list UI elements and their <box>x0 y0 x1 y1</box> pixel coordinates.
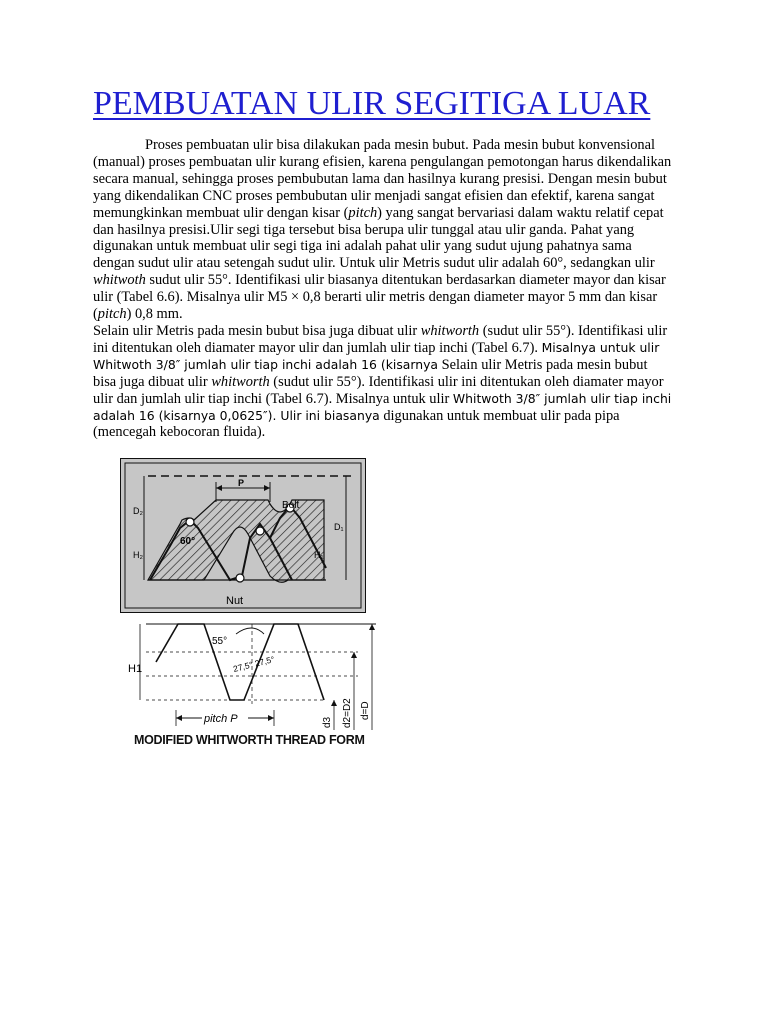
figure-caption: MODIFIED WHITWORTH THREAD FORM <box>134 733 365 747</box>
d3-label: d3 <box>322 716 333 728</box>
h1-label: H₁ <box>314 550 324 560</box>
metric-thread-figure <box>120 458 366 620</box>
metric-thread-diagram <box>120 458 366 613</box>
paragraph-intro: Proses pembuatan ulir bisa dilakukan pada mesin bubut. Pada mesin bubut konvensional (manual) proses pembuatan ulir kurang efisien, karena pengulangan pemotongan harus dikendalikan secara manual, sehingga proses pembubutan lama dan hasilnya kurang presisi. Dengan mesin bubut yang dikendalikan CNC proses pembubutan ulir menjadi sangat efisien dan efektif, karena sangat memungkinkan membuat ulir dengan kisar (pitch) yang sangat bervariasi dalam waktu relatif cepat dan hasilnya presisi.Ulir segi tiga tersebut bisa berupa ulir tunggal atau ulir ganda. Pahat yang digunakan untuk membuat ulir segi tiga ini adalah pahat ulir yang sudut ujung pahatnya sama dengan sudut ulir atau setengah sudut ulir. Untuk ulir Metris sudut ulir adalah 60°, sedangkan ulir whitwoth sudut ulir 55°. Identifikasi ulir biasanya ditentukan berdasarkan diameter mayor dan kisar ulir (Tabel 6.6). Misalnya ulir M5 × 0,8 berarti ulir metris dengan diameter mayor 5 mm dan kisar (pitch) 0,8 mm. <box>93 137 672 323</box>
whitworth-thread-diagram <box>126 614 388 734</box>
d1-label: D₁ <box>334 522 344 532</box>
pitch-label: P <box>238 478 245 488</box>
half-angle-label: 27,5° 27,5° <box>232 654 276 674</box>
body-text <box>93 137 673 441</box>
pitch-label: pitch P <box>204 713 238 725</box>
nut-label: Nut <box>226 595 244 607</box>
whitworth-thread-figure <box>126 614 388 754</box>
d2-label: d2=D2 <box>342 698 353 728</box>
bolt-label: Bolt <box>282 500 300 511</box>
d-label: d=D <box>360 701 371 720</box>
d2-label: D₂ <box>133 506 143 516</box>
h1-label: H1 <box>128 663 143 675</box>
page-title: PEMBUATAN ULIR SEGITIGA LUAR <box>93 85 651 122</box>
paragraph-whitworth: Selain ulir Metris pada mesin bubut bisa juga dibuat ulir whitworth (sudut ulir 55°). Identifikasi ulir ini ditentukan oleh diamater mayor ulir dan jumlah ulir tiap inchi (Tabel 6.7). Misalnya untuk ulir Whitwoth 3/8″ jumlah ulir tiap inchi adalah 16 (kisarnya Selain ulir Metris pada mesin bubut bisa juga dibuat ulir whitworth (sudut ulir 55°). Identifikasi ulir ini ditentukan oleh diamater mayor ulir dan jumlah ulir tiap inchi (Tabel 6.7). Misalnya untuk ulir Whitwoth 3/8″ jumlah ulir tiap inchi adalah 16 (kisarnya 0,0625″). Ulir ini biasanya digunakan untuk membuat ulir pada pipa (mencegah kebocoran fluida). <box>93 322 672 441</box>
h2-label: H₂ <box>133 550 143 560</box>
angle-55-label: 55° <box>212 636 228 647</box>
angle-label: 60° <box>180 536 196 547</box>
